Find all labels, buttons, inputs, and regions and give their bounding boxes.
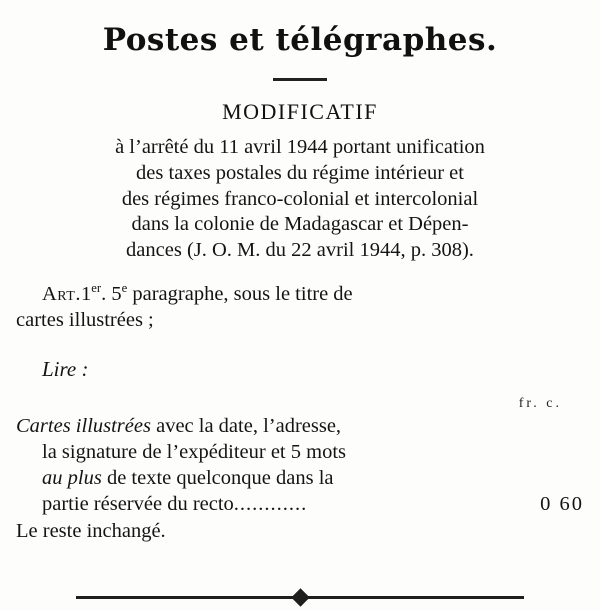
diamond-icon <box>291 588 309 606</box>
article-second-line: cartes illustrées ; <box>16 308 154 331</box>
bottom-ornament <box>0 589 600 605</box>
lire-text: Lire : <box>42 356 89 381</box>
leader-dots: ............ <box>233 492 308 515</box>
tariff-line-2: la signature de l’expéditeur et 5 mots <box>42 440 346 463</box>
tariff-line-4 <box>16 492 584 518</box>
tariff-italic-auplus: au plus <box>42 466 102 489</box>
article-number-suffix: er <box>91 281 102 296</box>
article-paragraph <box>16 280 584 333</box>
article-text-rest: paragraphe, sous le titre de <box>127 282 353 305</box>
page-title: Postes et télégraphes. <box>102 22 498 58</box>
article-first-line <box>16 280 584 308</box>
intro-line: dans la colonie de Madagascar et Dépen- <box>131 213 469 236</box>
intro-line: des taxes postales du régime intérieur et <box>136 161 464 184</box>
article-paragraph-suffix: e <box>121 281 128 296</box>
lire-label <box>16 356 584 382</box>
intro-line: des régimes franco-colonial et intercolonial <box>121 187 479 210</box>
tariff-line-3-rest: de texte quelconque dans la <box>101 466 334 489</box>
tariff-line-1-rest: avec la date, l’adresse, <box>150 415 342 438</box>
tariff-line-3 <box>16 466 584 492</box>
article-label: Art. <box>42 282 81 305</box>
article-paragraph-ref: . 5 <box>101 282 122 305</box>
article-number: 1 <box>80 282 92 305</box>
divider-rule-top <box>273 78 327 81</box>
closing-line: Le reste inchangé. <box>16 520 166 543</box>
currency-header: fr. c. <box>518 396 562 412</box>
intro-paragraph <box>16 135 584 264</box>
tariff-line-4-text: partie réservée du recto <box>42 492 234 515</box>
tariff-paragraph <box>16 414 584 545</box>
intro-line: dances (J. O. M. du 22 avril 1944, p. 308). <box>126 239 474 262</box>
intro-line: à l’arrêté du 11 avril 1944 portant unification <box>115 136 485 158</box>
document-subtitle: MODIFICATIF <box>222 99 378 124</box>
tariff-line-1 <box>16 414 584 440</box>
tariff-italic-lead: Cartes illustrées <box>16 415 151 438</box>
tariff-amount: 0 60 <box>540 492 584 515</box>
